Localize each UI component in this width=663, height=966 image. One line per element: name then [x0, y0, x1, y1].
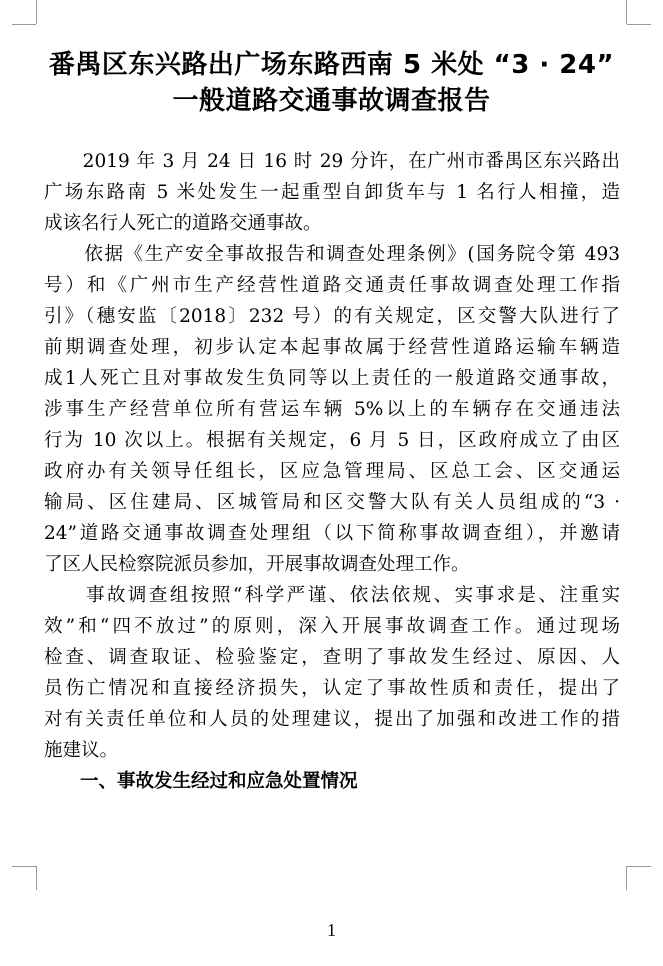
text-line: 广场东路南 5 米处发生一起重型自卸货车与 1 名行人相撞，造 — [44, 182, 620, 203]
text-line: 依据《生产安全事故报告和调查处理条例》(国务院令第 493 — [44, 244, 620, 265]
text-line: 前期调查处理，初步认定本起事故属于经营性道路运输车辆造 — [44, 337, 620, 358]
crop-mark-top-left-horizontal — [12, 24, 36, 25]
crop-mark-bottom-left-vertical — [36, 866, 37, 890]
text-line: 24”道路交通事故调查处理组（以下简称事故调查组），并邀请 — [44, 523, 620, 544]
text-line: 检查、调查取证、检验鉴定，查明了事故发生经过、原因、人 — [44, 647, 620, 668]
text-line: 了区人民检察院派员参加，开展事故调查处理工作。 — [44, 554, 470, 575]
text-line: 输局、区住建局、区城管局和区交警大队有关人员组成的“3 · — [44, 492, 620, 513]
paragraph-incident-summary — [44, 146, 620, 239]
document-title-line-2: 一般道路交通事故调查报告 — [172, 86, 491, 116]
crop-mark-bottom-right-horizontal — [627, 866, 651, 867]
crop-mark-bottom-left-horizontal — [12, 866, 36, 867]
text-line: 效”和“四不放过”的原则，深入开展事故调查工作。通过现场 — [44, 616, 620, 637]
text-line: 对有关责任单位和人员的处理建议，提出了加强和改进工作的措 — [44, 709, 620, 730]
text-line: 政府办有关领导任组长，区应急管理局、区总工会、区交通运 — [44, 461, 620, 482]
crop-mark-top-right-horizontal — [627, 24, 651, 25]
paragraph-investigation — [44, 580, 620, 766]
text-line: 员伤亡情况和直接经济损失，认定了事故性质和责任，提出了 — [44, 678, 620, 699]
document-title-line-1: 番禺区东兴路出广场东路西南 5 米处 “3 · 24” — [48, 50, 615, 80]
page-number: 1 — [327, 920, 336, 940]
text-line: 行为 10 次以上。根据有关规定，6 月 5 日，区政府成立了由区 — [44, 430, 620, 451]
text-line: 成该名行人死亡的道路交通事故。 — [44, 213, 322, 234]
text-line: 施建议。 — [44, 740, 119, 761]
paragraph-legal-basis — [44, 239, 620, 580]
crop-mark-top-right-vertical — [626, 0, 627, 24]
document-body — [44, 146, 620, 797]
text-line: 涉事生产经营单位所有营运车辆 5%以上的车辆存在交通违法 — [44, 399, 620, 420]
text-line: 2019 年 3 月 24 日 16 时 29 分许，在广州市番禺区东兴路出 — [44, 151, 620, 172]
crop-mark-bottom-right-vertical — [626, 866, 627, 890]
text-line: 事故调查组按照“科学严谨、依法依规、实事求是、注重实 — [44, 585, 620, 606]
crop-mark-top-left-vertical — [36, 0, 37, 24]
text-line: 成1人死亡且对事故发生负同等以上责任的一般道路交通事故， — [44, 368, 620, 389]
text-line: 引》（穗安监〔2018〕232 号）的有关规定，区交警大队进行了 — [44, 306, 620, 327]
section-heading: 一、事故发生经过和应急处置情况 — [80, 771, 358, 792]
text-line: 号）和《广州市生产经营性道路交通责任事故调查处理工作指 — [44, 275, 620, 296]
